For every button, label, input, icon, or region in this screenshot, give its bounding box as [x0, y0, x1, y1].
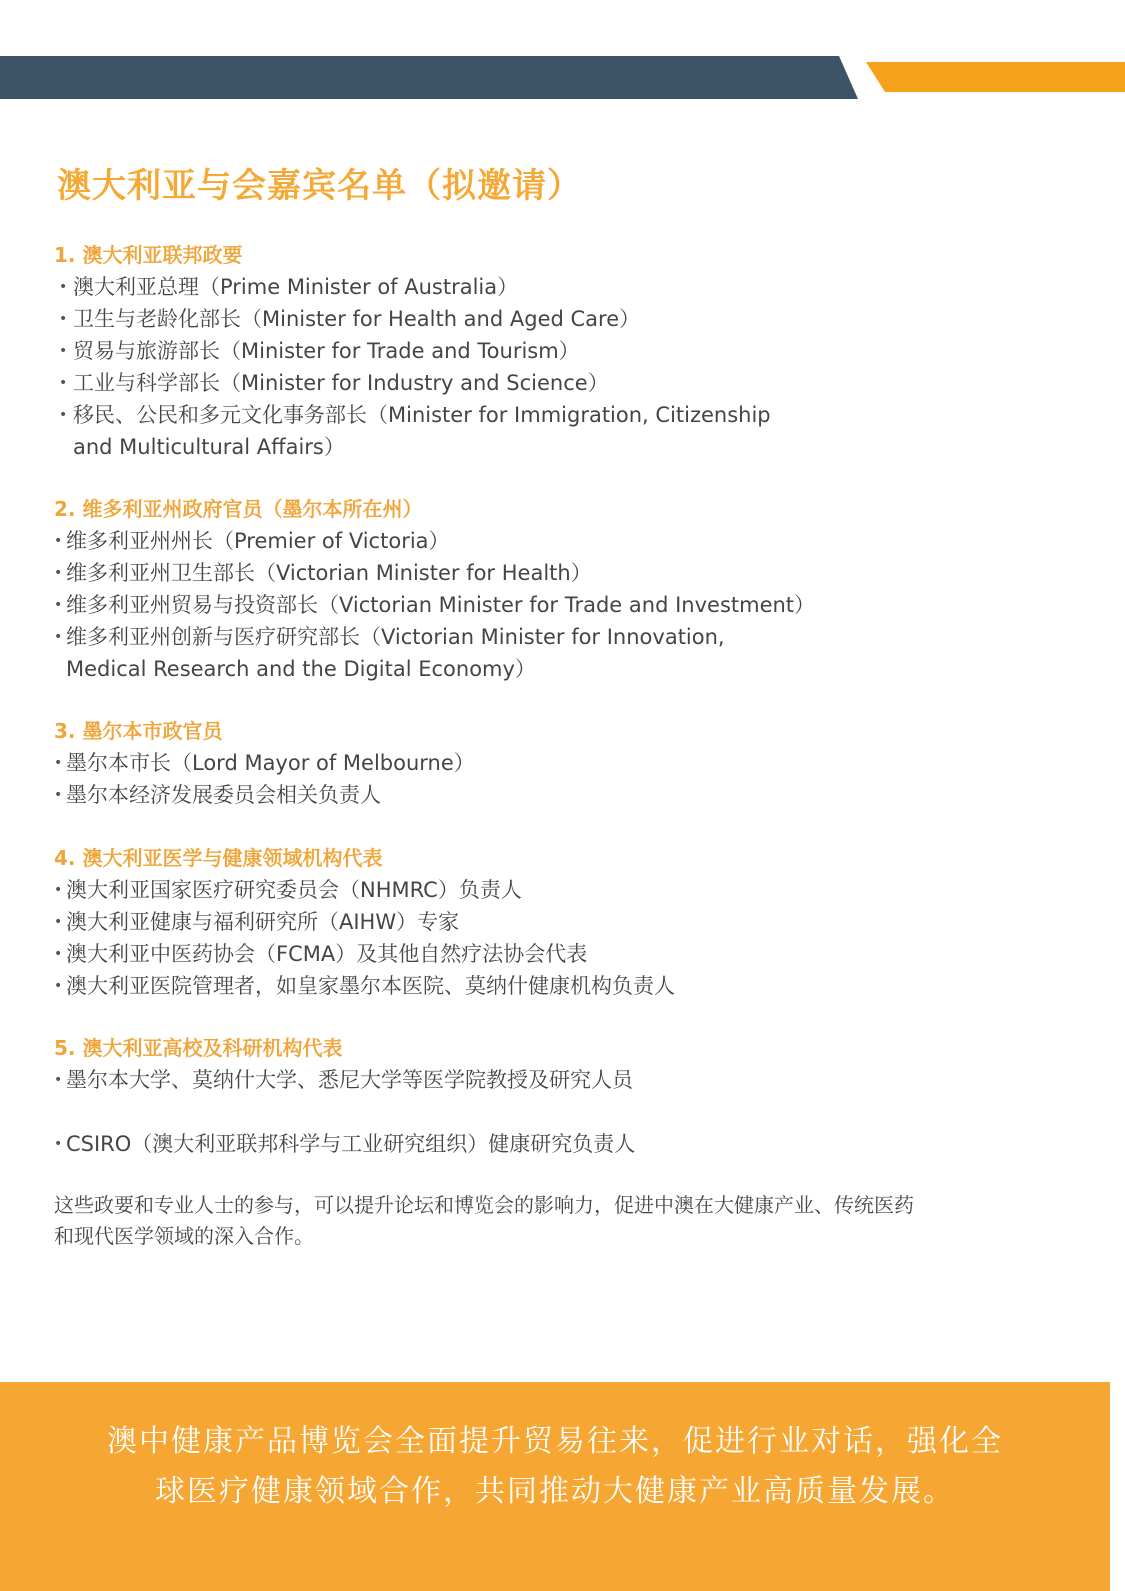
list-item: • 澳大利亚国家医疗研究委员会（NHMRC）负责人: [54, 874, 1054, 906]
list-item: • 澳大利亚医院管理者，如皇家墨尔本医院、莫纳什健康机构负责人: [54, 970, 1054, 1002]
section-melbourne: [54, 715, 1054, 811]
list-item: • 工业与科学部长（Minister for Industry and Science）: [54, 367, 1054, 399]
list-item: • 移民、公民和多元文化事务部长（Minister for Immigration, Citizenship: [54, 399, 1054, 431]
list-item-continuation-text: and Multicultural Affairs）: [73, 435, 345, 459]
footer-banner-text: [0, 1417, 1110, 1517]
list-item: • 贸易与旅游部长（Minister for Trade and Tourism）: [54, 335, 1054, 367]
list-item: • 维多利亚州卫生部长（Victorian Minister for Health）: [54, 557, 1054, 589]
list-item: • 墨尔本经济发展委员会相关负责人: [54, 779, 1054, 811]
banner-line: 球医疗健康领域合作，共同推动大健康产业高质量发展。: [155, 1474, 955, 1509]
list-item-continuation: [54, 431, 1054, 463]
section-heading: 3. 墨尔本市政官员: [54, 719, 223, 743]
list-item-continuation-text: Medical Research and the Digital Economy）: [66, 657, 536, 681]
spacer: [54, 1096, 1054, 1128]
section-universities: [54, 1032, 1054, 1160]
list-item: • 墨尔本市长（Lord Mayor of Melbourne）: [54, 747, 1054, 779]
section-victoria: [54, 493, 1054, 685]
list-item: • 墨尔本大学、莫纳什大学、悉尼大学等医学院教授及研究人员: [54, 1064, 1054, 1096]
list-item: • 澳大利亚中医药协会（FCMA）及其他自然疗法协会代表: [54, 938, 1054, 970]
list-item: • 维多利亚州州长（Premier of Victoria）: [54, 525, 1054, 557]
section-heading: 4. 澳大利亚医学与健康领域机构代表: [54, 846, 383, 870]
header-dark-bar: [0, 56, 858, 99]
list-item: • CSIRO（澳大利亚联邦科学与工业研究组织）健康研究负责人: [54, 1128, 1054, 1160]
section-federal: [54, 239, 1054, 463]
header-orange-bar: [866, 62, 1125, 92]
list-item: • 卫生与老龄化部长（Minister for Health and Aged Care）: [54, 303, 1054, 335]
section-heading: 2. 维多利亚州政府官员（墨尔本所在州）: [54, 497, 423, 521]
summary-line: 这些政要和专业人士的参与，可以提升论坛和博览会的影响力，促进中澳在大健康产业、传统医药: [54, 1193, 914, 1217]
list-item: • 维多利亚州贸易与投资部长（Victorian Minister for Trade and Investment）: [54, 589, 1054, 621]
list-item: • 维多利亚州创新与医疗研究部长（Victorian Minister for Innovation,: [54, 621, 1054, 653]
summary-line: 和现代医学领域的深入合作。: [54, 1224, 314, 1248]
banner-line: 澳中健康产品博览会全面提升贸易往来，促进行业对话，强化全: [107, 1424, 1003, 1459]
section-heading: 1. 澳大利亚联邦政要: [54, 243, 243, 267]
list-item: • 澳大利亚总理（Prime Minister of Australia）: [54, 271, 1054, 303]
page-title: 澳大利亚与会嘉宾名单（拟邀请）: [57, 166, 582, 206]
list-item: • 澳大利亚健康与福利研究所（AIHW）专家: [54, 906, 1054, 938]
summary-paragraph: [54, 1190, 1034, 1252]
list-item-continuation: [54, 653, 1054, 685]
section-health-institutions: [54, 842, 1054, 1002]
section-heading: 5. 澳大利亚高校及科研机构代表: [54, 1036, 343, 1060]
